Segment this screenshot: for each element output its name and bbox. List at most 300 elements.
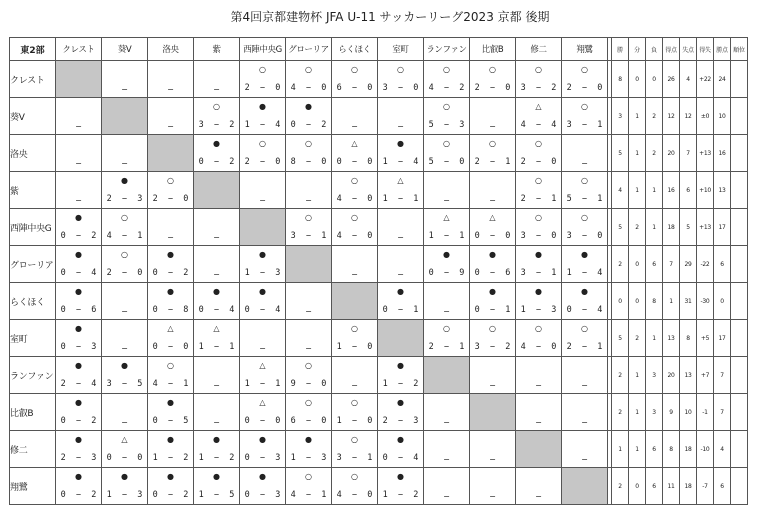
team-row-header: クレスト bbox=[10, 61, 56, 98]
stat-losses: 6 bbox=[646, 431, 663, 468]
match-score: 0 − 6 bbox=[60, 305, 97, 315]
stat-rank bbox=[731, 135, 748, 172]
unplayed-cell bbox=[102, 394, 148, 431]
loss-mark: ● bbox=[489, 250, 496, 259]
match-cell bbox=[562, 320, 608, 357]
match-cell bbox=[102, 172, 148, 209]
match-score: 6 − 0 bbox=[336, 83, 373, 93]
self-match-cell bbox=[148, 135, 194, 172]
self-match-cell bbox=[286, 246, 332, 283]
stat-rank bbox=[731, 320, 748, 357]
unplayed-cell bbox=[470, 357, 516, 394]
match-cell bbox=[148, 394, 194, 431]
stat-wins: 5 bbox=[612, 320, 629, 357]
match-score: 2 − 1 bbox=[520, 194, 557, 204]
match-cell bbox=[194, 468, 240, 505]
stat-goals-for: 26 bbox=[663, 61, 680, 98]
stat-goal-difference: +22 bbox=[697, 61, 714, 98]
self-match-cell bbox=[470, 394, 516, 431]
unplayed-cell bbox=[56, 172, 102, 209]
team-row bbox=[10, 468, 748, 505]
unplayed-cell bbox=[286, 283, 332, 320]
match-cell bbox=[240, 246, 286, 283]
stat-losses: 3 bbox=[646, 357, 663, 394]
unplayed-mark: − bbox=[581, 418, 588, 427]
stat-goals-against: 10 bbox=[680, 394, 697, 431]
loss-mark: ● bbox=[259, 250, 266, 259]
team-row bbox=[10, 283, 748, 320]
match-score: 1 − 1 bbox=[382, 194, 419, 204]
unplayed-cell bbox=[240, 320, 286, 357]
stat-rank bbox=[731, 283, 748, 320]
match-score: 1 − 0 bbox=[336, 342, 373, 352]
stat-points: 17 bbox=[714, 320, 731, 357]
match-score: 2 − 3 bbox=[382, 416, 419, 426]
match-score: 1 − 0 bbox=[336, 416, 373, 426]
match-score: 0 − 1 bbox=[382, 305, 419, 315]
loss-mark: ● bbox=[167, 435, 174, 444]
unplayed-mark: − bbox=[581, 455, 588, 464]
team-row-header: らくほく bbox=[10, 283, 56, 320]
match-cell bbox=[148, 357, 194, 394]
unplayed-cell bbox=[102, 61, 148, 98]
stat-header-draws: 分 bbox=[629, 38, 646, 61]
stat-goals-against: 8 bbox=[680, 320, 697, 357]
unplayed-cell bbox=[148, 61, 194, 98]
unplayed-mark: − bbox=[305, 307, 312, 316]
stat-goal-difference: -22 bbox=[697, 246, 714, 283]
team-row bbox=[10, 61, 748, 98]
loss-mark: ● bbox=[397, 472, 404, 481]
stat-losses: 1 bbox=[646, 172, 663, 209]
draw-mark: △ bbox=[351, 139, 358, 148]
match-cell bbox=[516, 61, 562, 98]
unplayed-mark: − bbox=[213, 233, 220, 242]
win-mark: ○ bbox=[259, 139, 266, 148]
win-mark: ○ bbox=[305, 361, 312, 370]
unplayed-cell bbox=[194, 61, 240, 98]
loss-mark: ● bbox=[75, 472, 82, 481]
stat-header-wins: 勝 bbox=[612, 38, 629, 61]
stat-losses: 2 bbox=[646, 135, 663, 172]
match-score: 0 − 5 bbox=[152, 416, 189, 426]
match-score: 6 − 0 bbox=[290, 416, 327, 426]
stat-draws: 1 bbox=[629, 431, 646, 468]
match-cell bbox=[286, 357, 332, 394]
unplayed-mark: − bbox=[305, 344, 312, 353]
stat-goals-against: 5 bbox=[680, 209, 697, 246]
stat-goal-difference: +10 bbox=[697, 172, 714, 209]
draw-mark: △ bbox=[213, 324, 220, 333]
stat-points: 6 bbox=[714, 468, 731, 505]
match-score: 3 − 5 bbox=[106, 379, 143, 389]
unplayed-mark: − bbox=[443, 455, 450, 464]
loss-mark: ● bbox=[167, 250, 174, 259]
stat-losses: 1 bbox=[646, 209, 663, 246]
win-mark: ○ bbox=[121, 250, 128, 259]
match-cell bbox=[562, 98, 608, 135]
team-row bbox=[10, 320, 748, 357]
stat-goal-difference: +13 bbox=[697, 135, 714, 172]
league-body bbox=[10, 61, 748, 505]
draw-mark: △ bbox=[443, 213, 450, 222]
stat-points: 0 bbox=[714, 283, 731, 320]
loss-mark: ● bbox=[581, 250, 588, 259]
win-mark: ○ bbox=[535, 324, 542, 333]
loss-mark: ● bbox=[259, 102, 266, 111]
unplayed-cell bbox=[424, 172, 470, 209]
stat-goals-against: 18 bbox=[680, 431, 697, 468]
match-cell bbox=[562, 246, 608, 283]
match-score: 2 − 0 bbox=[244, 157, 281, 167]
match-score: 0 − 0 bbox=[152, 342, 189, 352]
match-score: 3 − 0 bbox=[566, 231, 603, 241]
stat-wins: 5 bbox=[612, 209, 629, 246]
draw-mark: △ bbox=[535, 102, 542, 111]
match-score: 3 − 2 bbox=[198, 120, 235, 130]
match-cell bbox=[378, 283, 424, 320]
unplayed-cell bbox=[562, 431, 608, 468]
match-score: 4 − 1 bbox=[152, 379, 189, 389]
stat-goal-difference: +5 bbox=[697, 320, 714, 357]
stat-wins: 4 bbox=[612, 172, 629, 209]
match-cell bbox=[424, 135, 470, 172]
match-score: 4 − 0 bbox=[290, 83, 327, 93]
stat-rank bbox=[731, 209, 748, 246]
team-row bbox=[10, 431, 748, 468]
match-cell bbox=[240, 135, 286, 172]
loss-mark: ● bbox=[121, 176, 128, 185]
match-score: 4 − 0 bbox=[520, 342, 557, 352]
unplayed-cell bbox=[378, 98, 424, 135]
stat-draws: 0 bbox=[629, 283, 646, 320]
match-cell bbox=[102, 431, 148, 468]
stat-draws: 2 bbox=[629, 209, 646, 246]
stat-draws: 1 bbox=[629, 172, 646, 209]
match-cell bbox=[332, 394, 378, 431]
match-cell bbox=[240, 431, 286, 468]
loss-mark: ● bbox=[259, 435, 266, 444]
match-score: 1 − 2 bbox=[198, 453, 235, 463]
stat-header-points: 勝点 bbox=[714, 38, 731, 61]
stat-points: 13 bbox=[714, 172, 731, 209]
match-cell bbox=[332, 172, 378, 209]
stat-losses: 1 bbox=[646, 320, 663, 357]
match-cell bbox=[286, 135, 332, 172]
match-cell bbox=[240, 468, 286, 505]
match-cell bbox=[102, 246, 148, 283]
team-row-header: 比叡B bbox=[10, 394, 56, 431]
unplayed-mark: − bbox=[443, 307, 450, 316]
stat-goals-for: 11 bbox=[663, 468, 680, 505]
match-score: 8 − 0 bbox=[290, 157, 327, 167]
match-cell bbox=[240, 283, 286, 320]
unplayed-mark: − bbox=[121, 307, 128, 316]
stat-draws: 0 bbox=[629, 246, 646, 283]
match-score: 1 − 3 bbox=[106, 490, 143, 500]
unplayed-cell bbox=[286, 320, 332, 357]
stat-goals-for: 8 bbox=[663, 431, 680, 468]
unplayed-cell bbox=[470, 172, 516, 209]
stat-rank bbox=[731, 246, 748, 283]
unplayed-cell bbox=[562, 357, 608, 394]
loss-mark: ● bbox=[167, 287, 174, 296]
stat-draws: 2 bbox=[629, 320, 646, 357]
stat-losses: 0 bbox=[646, 61, 663, 98]
match-score: 5 − 0 bbox=[428, 157, 465, 167]
stat-wins: 2 bbox=[612, 468, 629, 505]
unplayed-cell bbox=[194, 394, 240, 431]
match-cell bbox=[56, 283, 102, 320]
match-cell bbox=[378, 431, 424, 468]
match-cell bbox=[378, 468, 424, 505]
match-score: 0 − 3 bbox=[244, 490, 281, 500]
match-cell bbox=[56, 468, 102, 505]
match-cell bbox=[240, 357, 286, 394]
loss-mark: ● bbox=[75, 398, 82, 407]
unplayed-mark: − bbox=[121, 85, 128, 94]
stat-goals-for: 7 bbox=[663, 246, 680, 283]
win-mark: ○ bbox=[351, 176, 358, 185]
match-cell bbox=[332, 468, 378, 505]
unplayed-cell bbox=[56, 135, 102, 172]
match-score: 0 − 0 bbox=[474, 231, 511, 241]
loss-mark: ● bbox=[213, 139, 220, 148]
match-score: 2 − 0 bbox=[244, 83, 281, 93]
match-cell bbox=[562, 61, 608, 98]
match-score: 1 − 4 bbox=[566, 268, 603, 278]
stat-goal-difference: +13 bbox=[697, 209, 714, 246]
loss-mark: ● bbox=[397, 361, 404, 370]
loss-mark: ● bbox=[121, 472, 128, 481]
unplayed-mark: − bbox=[121, 418, 128, 427]
unplayed-cell bbox=[194, 246, 240, 283]
loss-mark: ● bbox=[167, 472, 174, 481]
match-cell bbox=[102, 209, 148, 246]
match-cell bbox=[378, 394, 424, 431]
stat-goal-difference: +7 bbox=[697, 357, 714, 394]
match-cell bbox=[516, 320, 562, 357]
unplayed-cell bbox=[240, 172, 286, 209]
match-score: 3 − 0 bbox=[520, 231, 557, 241]
match-score: 2 − 0 bbox=[566, 83, 603, 93]
match-cell bbox=[424, 209, 470, 246]
loss-mark: ● bbox=[213, 472, 220, 481]
loss-mark: ● bbox=[213, 435, 220, 444]
win-mark: ○ bbox=[351, 435, 358, 444]
unplayed-cell bbox=[470, 431, 516, 468]
match-score: 2 − 3 bbox=[106, 194, 143, 204]
win-mark: ○ bbox=[581, 213, 588, 222]
match-score: 0 − 2 bbox=[60, 490, 97, 500]
stat-wins: 8 bbox=[612, 61, 629, 98]
stat-goal-difference: -30 bbox=[697, 283, 714, 320]
loss-mark: ● bbox=[259, 287, 266, 296]
match-score: 4 − 0 bbox=[336, 194, 373, 204]
match-cell bbox=[516, 172, 562, 209]
match-cell bbox=[378, 357, 424, 394]
loss-mark: ● bbox=[535, 287, 542, 296]
unplayed-cell bbox=[516, 357, 562, 394]
self-match-cell bbox=[240, 209, 286, 246]
team-column-header: 比叡B bbox=[470, 38, 516, 61]
win-mark: ○ bbox=[581, 102, 588, 111]
stat-rank bbox=[731, 431, 748, 468]
unplayed-mark: − bbox=[75, 196, 82, 205]
stat-header-goals-against: 失点 bbox=[680, 38, 697, 61]
match-cell bbox=[332, 320, 378, 357]
unplayed-cell bbox=[516, 394, 562, 431]
stat-goals-against: 31 bbox=[680, 283, 697, 320]
stat-rank bbox=[731, 61, 748, 98]
match-score: 2 − 1 bbox=[428, 342, 465, 352]
unplayed-cell bbox=[286, 172, 332, 209]
unplayed-mark: − bbox=[489, 492, 496, 501]
match-score: 0 − 0 bbox=[336, 157, 373, 167]
match-score: 1 − 4 bbox=[382, 157, 419, 167]
draw-mark: △ bbox=[121, 435, 128, 444]
match-score: 0 − 2 bbox=[198, 157, 235, 167]
draw-mark: △ bbox=[259, 398, 266, 407]
match-score: 0 − 0 bbox=[244, 416, 281, 426]
match-cell bbox=[516, 135, 562, 172]
match-cell bbox=[562, 209, 608, 246]
stat-draws: 1 bbox=[629, 135, 646, 172]
match-cell bbox=[148, 468, 194, 505]
unplayed-mark: − bbox=[581, 381, 588, 390]
self-match-cell bbox=[378, 320, 424, 357]
match-cell bbox=[516, 98, 562, 135]
match-cell bbox=[56, 394, 102, 431]
match-cell bbox=[378, 135, 424, 172]
unplayed-mark: − bbox=[489, 455, 496, 464]
match-cell bbox=[332, 209, 378, 246]
unplayed-mark: − bbox=[167, 85, 174, 94]
match-cell bbox=[332, 61, 378, 98]
unplayed-cell bbox=[102, 283, 148, 320]
team-row-header: 翔鷺 bbox=[10, 468, 56, 505]
loss-mark: ● bbox=[489, 287, 496, 296]
match-score: 1 − 2 bbox=[152, 453, 189, 463]
stat-goal-difference: -1 bbox=[697, 394, 714, 431]
self-match-cell bbox=[424, 357, 470, 394]
match-cell bbox=[424, 61, 470, 98]
match-cell bbox=[516, 283, 562, 320]
team-row bbox=[10, 172, 748, 209]
match-cell bbox=[470, 61, 516, 98]
stat-wins: 1 bbox=[612, 431, 629, 468]
match-score: 3 − 0 bbox=[382, 83, 419, 93]
stat-goals-against: 13 bbox=[680, 357, 697, 394]
loss-mark: ● bbox=[535, 250, 542, 259]
match-cell bbox=[516, 246, 562, 283]
unplayed-mark: − bbox=[75, 122, 82, 131]
win-mark: ○ bbox=[213, 102, 220, 111]
stat-wins: 0 bbox=[612, 283, 629, 320]
win-mark: ○ bbox=[535, 139, 542, 148]
stat-goals-against: 29 bbox=[680, 246, 697, 283]
match-score: 4 − 4 bbox=[520, 120, 557, 130]
team-row bbox=[10, 246, 748, 283]
self-match-cell bbox=[194, 172, 240, 209]
win-mark: ○ bbox=[167, 361, 174, 370]
match-score: 3 − 2 bbox=[520, 83, 557, 93]
draw-mark: △ bbox=[489, 213, 496, 222]
match-score: 1 − 1 bbox=[428, 231, 465, 241]
unplayed-mark: − bbox=[489, 196, 496, 205]
unplayed-cell bbox=[562, 394, 608, 431]
unplayed-mark: − bbox=[351, 270, 358, 279]
match-score: 4 − 0 bbox=[336, 231, 373, 241]
unplayed-mark: − bbox=[397, 270, 404, 279]
win-mark: ○ bbox=[489, 324, 496, 333]
stat-rank bbox=[731, 172, 748, 209]
header-row bbox=[10, 38, 748, 61]
match-cell bbox=[148, 320, 194, 357]
unplayed-cell bbox=[56, 98, 102, 135]
loss-mark: ● bbox=[397, 435, 404, 444]
stat-draws: 0 bbox=[629, 468, 646, 505]
stat-header-goals-for: 得点 bbox=[663, 38, 680, 61]
match-score: 2 − 0 bbox=[520, 157, 557, 167]
stat-goals-for: 1 bbox=[663, 283, 680, 320]
match-score: 0 − 3 bbox=[244, 453, 281, 463]
match-score: 2 − 0 bbox=[152, 194, 189, 204]
unplayed-mark: − bbox=[213, 270, 220, 279]
team-column-header: 修二 bbox=[516, 38, 562, 61]
match-cell bbox=[562, 283, 608, 320]
stat-rank bbox=[731, 468, 748, 505]
stat-draws: 1 bbox=[629, 98, 646, 135]
loss-mark: ● bbox=[75, 361, 82, 370]
match-cell bbox=[470, 135, 516, 172]
stat-wins: 5 bbox=[612, 135, 629, 172]
match-cell bbox=[378, 172, 424, 209]
stat-goals-for: 20 bbox=[663, 357, 680, 394]
match-score: 4 − 0 bbox=[336, 490, 373, 500]
unplayed-mark: − bbox=[443, 492, 450, 501]
team-row-header: 紫 bbox=[10, 172, 56, 209]
match-score: 2 − 0 bbox=[474, 83, 511, 93]
match-cell bbox=[148, 172, 194, 209]
stat-goals-for: 18 bbox=[663, 209, 680, 246]
win-mark: ○ bbox=[443, 102, 450, 111]
win-mark: ○ bbox=[305, 398, 312, 407]
stat-goal-difference: -7 bbox=[697, 468, 714, 505]
match-cell bbox=[516, 209, 562, 246]
win-mark: ○ bbox=[351, 472, 358, 481]
loss-mark: ● bbox=[75, 213, 82, 222]
match-cell bbox=[148, 283, 194, 320]
stat-points: 16 bbox=[714, 135, 731, 172]
win-mark: ○ bbox=[443, 324, 450, 333]
team-column-header: クレスト bbox=[56, 38, 102, 61]
match-cell bbox=[240, 61, 286, 98]
stat-draws: 1 bbox=[629, 394, 646, 431]
stat-goals-for: 13 bbox=[663, 320, 680, 357]
draw-mark: △ bbox=[259, 361, 266, 370]
stat-header-goal-difference: 得失 bbox=[697, 38, 714, 61]
match-score: 0 − 4 bbox=[198, 305, 235, 315]
self-match-cell bbox=[102, 98, 148, 135]
stat-rank bbox=[731, 394, 748, 431]
match-score: 0 − 4 bbox=[60, 268, 97, 278]
win-mark: ○ bbox=[121, 213, 128, 222]
loss-mark: ● bbox=[167, 398, 174, 407]
stat-goals-for: 20 bbox=[663, 135, 680, 172]
team-column-header: ランファン bbox=[424, 38, 470, 61]
win-mark: ○ bbox=[305, 472, 312, 481]
